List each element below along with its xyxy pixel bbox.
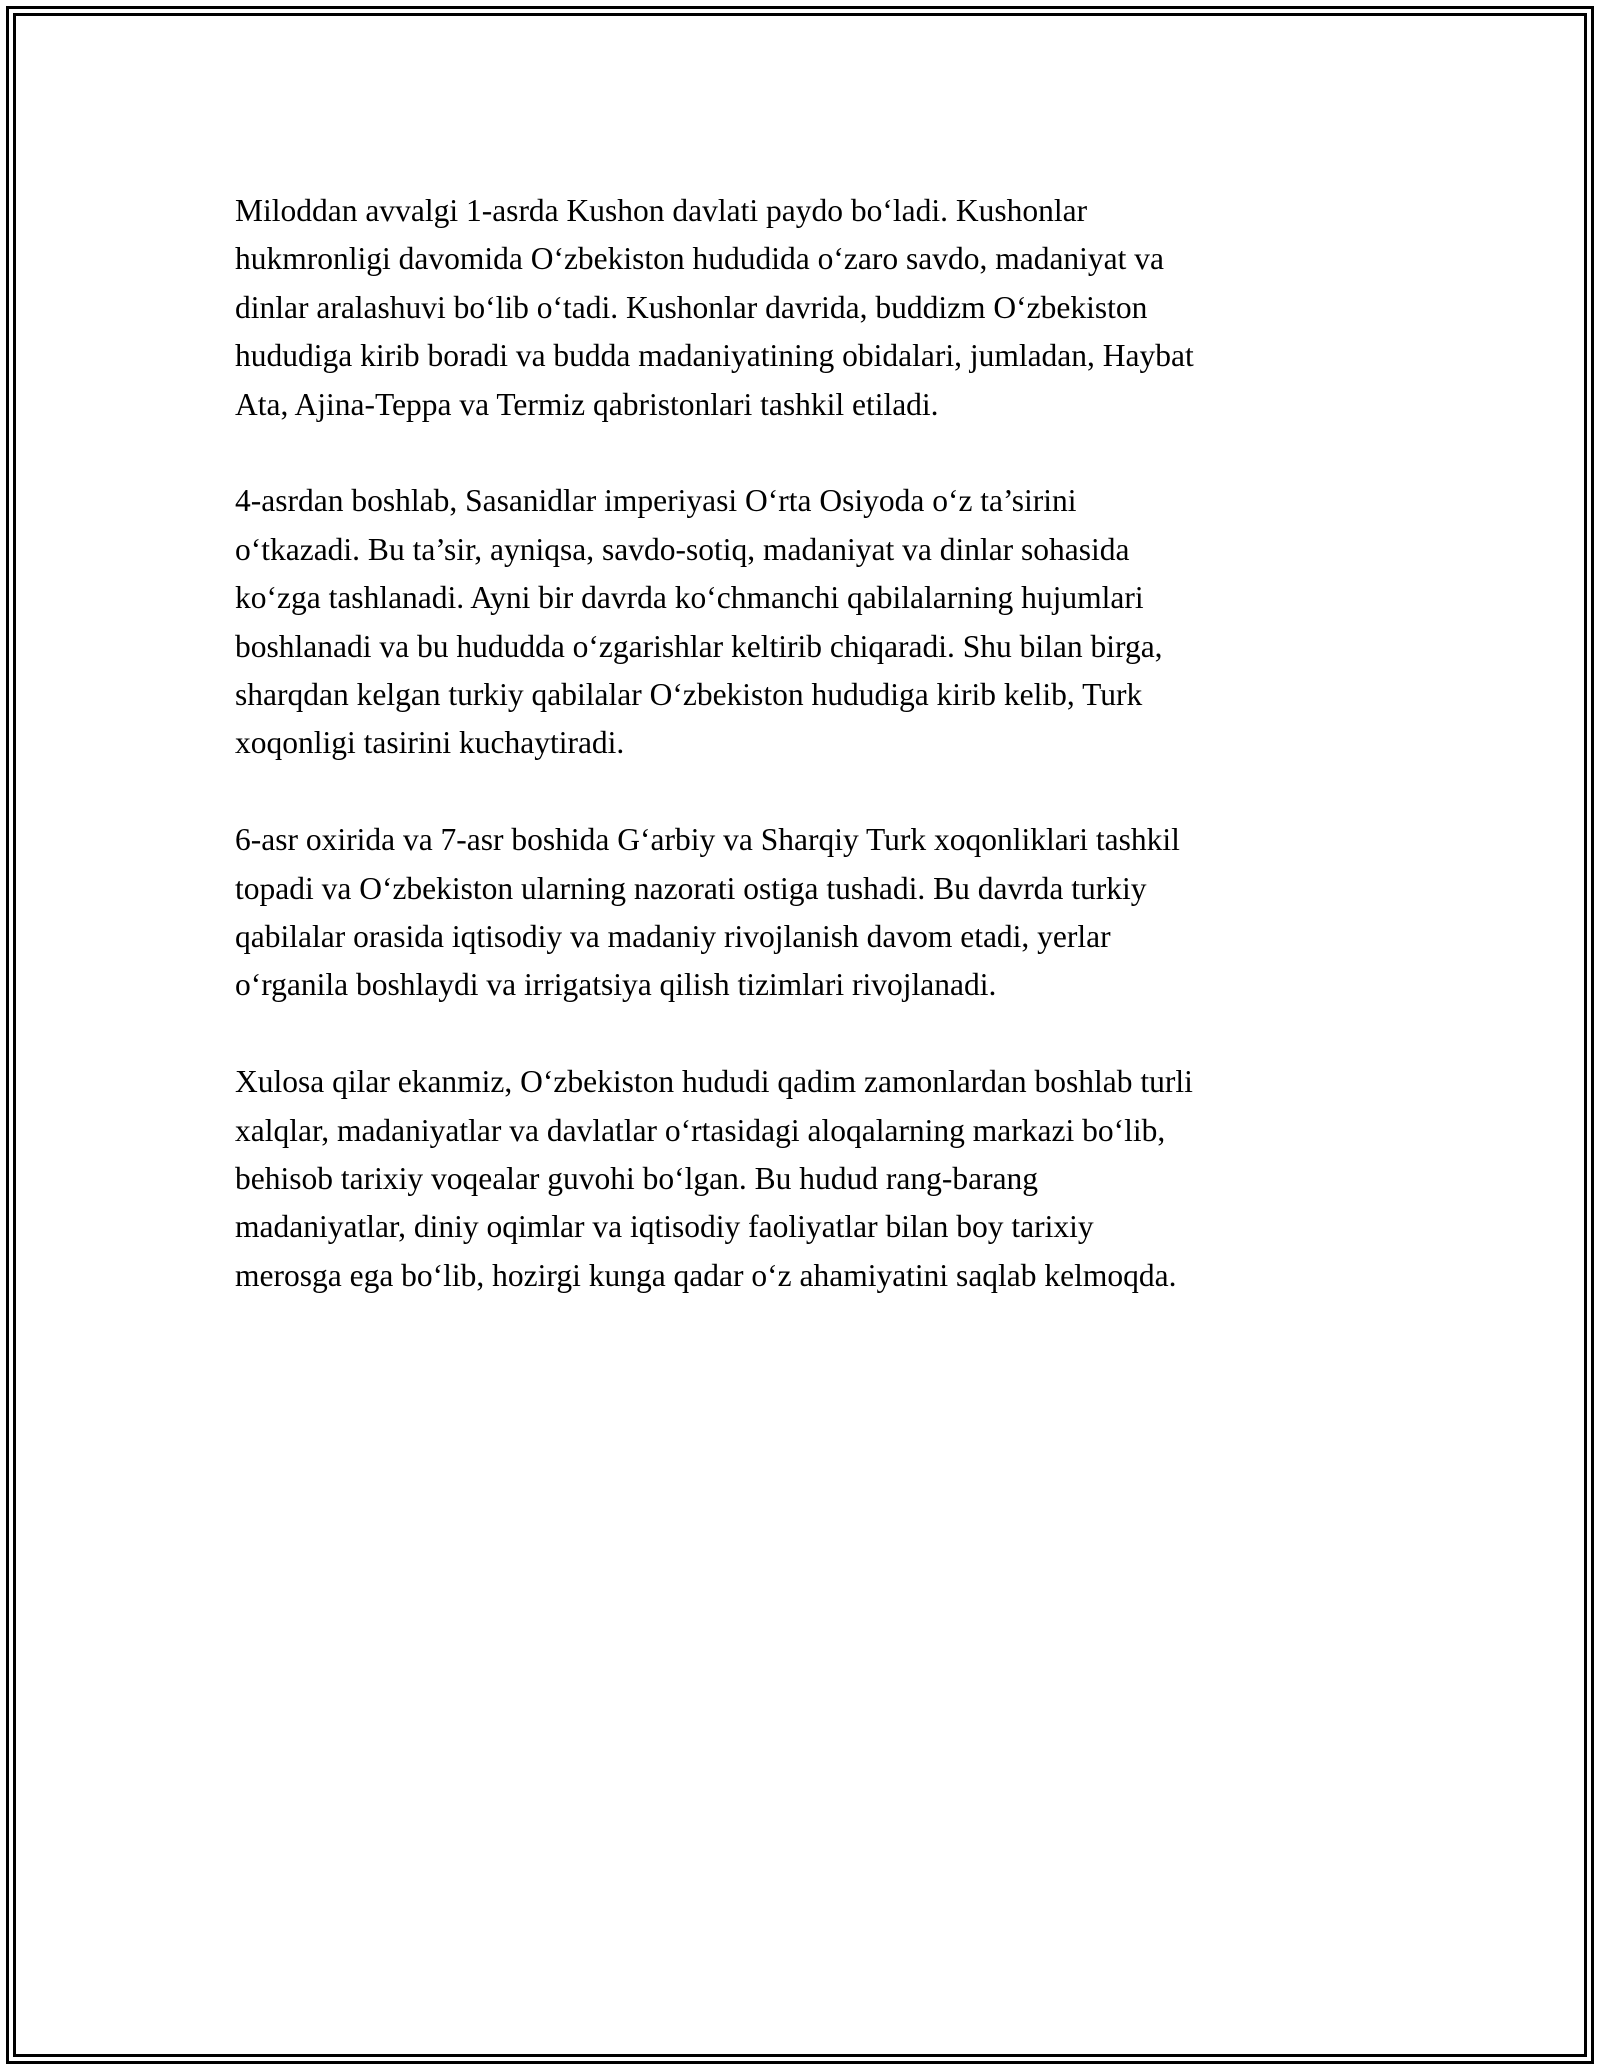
text-line: Xulosa qilar ekanmiz, O‘zbekiston hududi qadim zamonlardan boshlab turli (235, 1064, 1193, 1100)
text-line: o‘tkazadi. Bu ta’sir, ayniqsa, savdo-sotiq, madaniyat va dinlar sohasida (235, 531, 1130, 567)
document-body (235, 187, 1375, 1300)
paragraph-kushon (235, 187, 1375, 429)
text-line: 4-asrdan boshlab, Sasanidlar imperiyasi O‘rta Osiyoda o‘z ta’sirini (235, 483, 1077, 519)
text-line: xoqonligi tasirini kuchaytiradi. (235, 725, 625, 761)
text-line: ko‘zga tashlanadi. Ayni bir davrda ko‘chmanchi qabilalarning hujumlari (235, 580, 1144, 616)
text-line: merosga ega bo‘lib, hozirgi kunga qadar o‘z ahamiyatini saqlab kelmoqda. (235, 1257, 1177, 1293)
text-line: hududiga kirib boradi va budda madaniyatining obidalari, jumladan, Haybat (235, 338, 1194, 374)
paragraph-conclusion (235, 1058, 1375, 1300)
text-line: madaniyatlar, diniy oqimlar va iqtisodiy faoliyatlar bilan boy tarixiy (235, 1209, 1094, 1245)
text-line: behisob tarixiy voqealar guvohi bo‘lgan. Bu hudud rang-barang (235, 1161, 1039, 1197)
paragraph-sasanid (235, 477, 1375, 767)
text-line: o‘rganila boshlaydi va irrigatsiya qilish tizimlari rivojlanadi. (235, 967, 997, 1003)
text-line: hukmronligi davomida O‘zbekiston hududida o‘zaro savdo, madaniyat va (235, 241, 1165, 277)
text-line: xalqlar, madaniyatlar va davlatlar o‘rtasidagi aloqalarning markazi bo‘lib, (235, 1112, 1166, 1148)
text-line: sharqdan kelgan turkiy qabilalar O‘zbekiston hududiga kirib kelib, Turk (235, 677, 1143, 713)
paragraph-turk-khaganate (235, 816, 1375, 1010)
text-line: boshlanadi va bu hududda o‘zgarishlar keltirib chiqaradi. Shu bilan birga, (235, 628, 1163, 664)
text-line: 6-asr oxirida va 7-asr boshida G‘arbiy va Sharqiy Turk xoqonliklari tashkil (235, 822, 1180, 858)
text-line: Miloddan avvalgi 1-asrda Kushon davlati paydo bo‘ladi. Kushonlar (235, 193, 1088, 228)
text-line: Ata, Ajina-Teppa va Termiz qabristonlari tashkil etiladi. (235, 386, 939, 422)
text-line: qabilalar orasida iqtisodiy va madaniy rivojlanish davom etadi, yerlar (235, 919, 1111, 955)
text-line: topadi va O‘zbekiston ularning nazorati ostiga tushadi. Bu davrda turkiy (235, 870, 1147, 906)
text-line: dinlar aralashuvi bo‘lib o‘tadi. Kushonlar davrida, buddizm O‘zbekiston (235, 289, 1148, 325)
